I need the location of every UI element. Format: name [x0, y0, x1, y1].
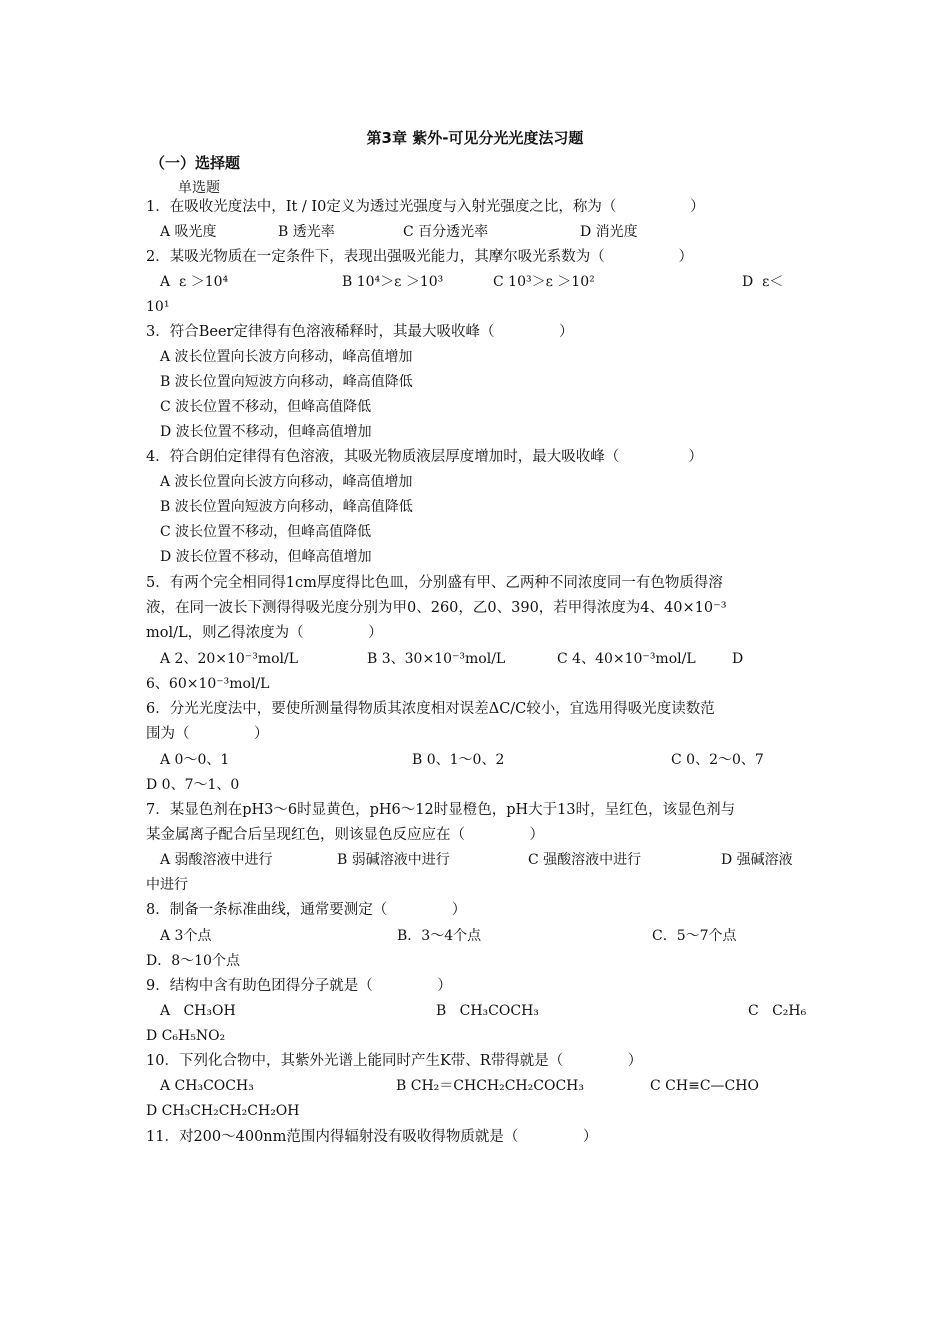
q7-option-c: C 强酸溶液中进行 — [528, 852, 642, 868]
q8-option-c: C．5～7个点 — [652, 928, 737, 944]
q1-option-a: A 吸光度 — [160, 224, 217, 240]
q9-option-d: D C₆H₅NO₂ — [146, 1028, 226, 1044]
question-3: 3．符合Beer定律得有色溶液稀释时，其最大吸收峰（ ） — [146, 324, 574, 340]
q7-option-b: B 弱碱溶液中进行 — [337, 852, 450, 868]
question-2: 2．某吸光物质在一定条件下，表现出强吸光能力，其摩尔吸光系数为（ ） — [146, 249, 693, 265]
question-8: 8．制备一条标准曲线，通常要测定（ ） — [146, 902, 467, 918]
q3-option-d: D 波长位置不移动，但峰高值增加 — [160, 424, 372, 440]
q5-option-d: D — [732, 651, 744, 667]
q3-option-c: C 波长位置不移动，但峰高值降低 — [160, 399, 372, 415]
question-6-line-2: 围为（ ） — [146, 726, 269, 742]
q7-option-d-cont: 中进行 — [146, 877, 188, 893]
q4-option-a: A 波长位置向长波方向移动，峰高值增加 — [160, 474, 413, 490]
q8-option-d: D．8～10个点 — [146, 953, 240, 969]
q2-option-c: C 10³＞ε ＞10² — [493, 274, 595, 290]
q6-option-d: D 0、7～1、0 — [146, 777, 240, 793]
q10-option-a: A CH₃COCH₃ — [160, 1078, 254, 1094]
question-7-line-1: 7．某显色剂在pH3～6时显黄色，pH6～12时显橙色，pH大于13时，呈红色，该显色剂与 — [146, 802, 736, 818]
question-1: 1．在吸收光度法中，It / I0定义为透过光强度与入射光强度之比，称为（ ） — [146, 199, 705, 215]
question-9: 9．结构中含有助色团得分子就是（ ） — [146, 978, 452, 994]
q5-option-c: C 4、40×10⁻³mol/L — [557, 651, 696, 667]
q8-option-b: B．3～4个点 — [397, 928, 482, 944]
question-5-line-2: 液，在同一波长下测得得吸光度分别为甲0、260，乙0、390，若甲得浓度为4、40×10⁻³ — [146, 600, 727, 616]
q2-option-d: D ε＜ — [742, 274, 784, 290]
q10-option-b: B CH₂＝CHCH₂CH₂COCH₃ — [396, 1078, 584, 1094]
q9-option-b: B CH₃COCH₃ — [436, 1003, 539, 1019]
question-5-line-1: 5．有两个完全相同得1cm厚度得比色皿，分别盛有甲、乙两种不同浓度同一有色物质得溶 — [146, 575, 723, 591]
question-4: 4．符合朗伯定律得有色溶液，其吸光物质液层厚度增加时，最大吸收峰（ ） — [146, 449, 703, 465]
q4-option-c: C 波长位置不移动，但峰高值降低 — [160, 524, 372, 540]
q5-option-b: B 3、30×10⁻³mol/L — [367, 651, 506, 667]
question-6-line-1: 6．分光光度法中，要使所测量得物质其浓度相对误差ΔC/C较小，宜选用得吸光度读数范 — [146, 701, 715, 717]
q8-option-a: A 3个点 — [160, 928, 212, 944]
q5-option-a: A 2、20×10⁻³mol/L — [160, 651, 299, 667]
page-title: 第3章 紫外-可见分光光度法习题 — [366, 129, 584, 147]
q9-option-c: C C₂H₆ — [748, 1003, 807, 1019]
question-11: 11．对200～400nm范围内得辐射没有吸收得物质就是（ ） — [146, 1129, 598, 1145]
q3-option-a: A 波长位置向长波方向移动，峰高值增加 — [160, 349, 413, 365]
q1-option-b: B 透光率 — [278, 224, 335, 240]
q4-option-d: D 波长位置不移动，但峰高值增加 — [160, 549, 372, 565]
q7-option-a: A 弱酸溶液中进行 — [160, 852, 273, 868]
q1-option-d: D 消光度 — [580, 224, 638, 240]
subsection-heading: 单选题 — [178, 180, 220, 196]
q10-option-c: C CH≡C—CHO — [650, 1078, 759, 1094]
q5-option-d-cont: 6、60×10⁻³mol/L — [146, 676, 270, 692]
q6-option-b: B 0、1～0、2 — [412, 752, 505, 768]
q9-option-a: A CH₃OH — [160, 1003, 236, 1019]
q2-option-a: A ε ＞10⁴ — [160, 274, 229, 290]
q3-option-b: B 波长位置向短波方向移动，峰高值降低 — [160, 374, 413, 390]
question-5-line-3: mol/L，则乙得浓度为（ ） — [146, 625, 383, 641]
question-7-line-2: 某金属离子配合后呈现红色，则该显色反应应在（ ） — [146, 827, 545, 843]
question-10: 10．下列化合物中，其紫外光谱上能同时产生K带、R带得就是（ ） — [146, 1053, 643, 1069]
q6-option-c: C 0、2～0、7 — [671, 752, 764, 768]
q2-option-d-cont: 10¹ — [146, 299, 170, 315]
q2-option-b: B 10⁴＞ε ＞10³ — [342, 274, 444, 290]
q1-option-c: C 百分透光率 — [403, 224, 489, 240]
section-heading: （一）选择题 — [150, 154, 241, 172]
q7-option-d: D 强碱溶液 — [721, 852, 793, 868]
q10-option-d: D CH₃CH₂CH₂CH₂OH — [146, 1103, 300, 1119]
q4-option-b: B 波长位置向短波方向移动，峰高值降低 — [160, 499, 413, 515]
q6-option-a: A 0～0、1 — [160, 752, 230, 768]
